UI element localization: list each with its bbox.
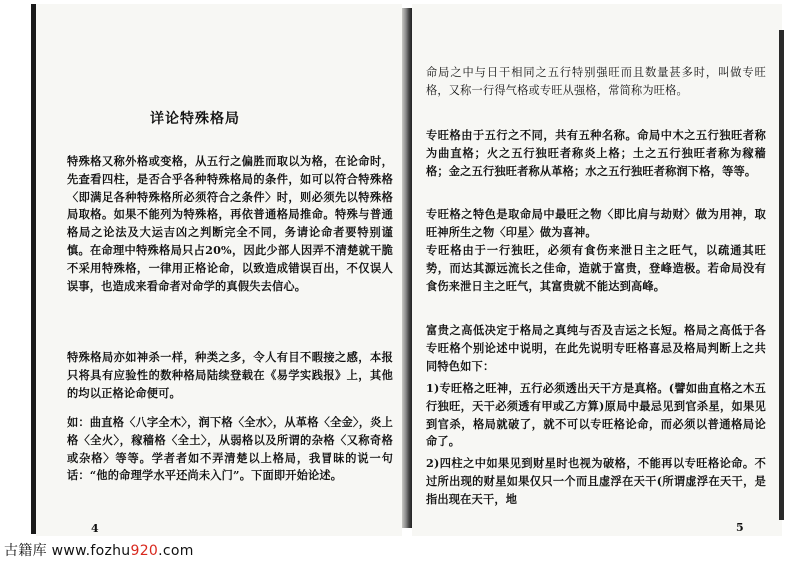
watermark-site-name: 古籍库 (4, 543, 47, 559)
right-page-number: 5 (736, 521, 744, 534)
right-page-edge (779, 30, 784, 520)
watermark-url-number: 920 (130, 543, 159, 559)
site-watermark (4, 540, 194, 560)
left-page-number: 4 (91, 522, 99, 535)
watermark-url-suffix: .com (158, 543, 194, 559)
watermark-url-prefix: www.fozhu (51, 543, 131, 559)
left-paragraph-3: 如：曲直格〈八字全木〉，润下格〈全水〉，从革格〈全金〉，炎上格〈全火〉，稼穑格〈全土〉，从弱格以及所谓的杂格〈又称奇格或杂格〉等等。学者者如不弄清楚以上格局，我冒昧的说一句话：“他的命理学水平还尚未入门”。下面即开始论述。 (67, 415, 393, 483)
right-paragraph-3: 专旺格之特色是取命局中最旺之物〈即比肩与劫财〉做为用神，取旺神所生之物〈印星〉做为喜神。 (426, 207, 766, 239)
book-gutter (402, 8, 412, 528)
left-paragraph-1: 特殊格又称外格或变格，从五行之偏胜而取以为格，在论命时，先查看四柱，是否合乎各种特殊格局的条件，如可以符合特殊格〈即满足各种特殊格所必须符合之条件〉时，则必须先以特殊格局取格。如果不能列为特殊格，再依普通格局推命。特殊与普通格局之论法及大运吉凶之判断完全不同，务请论命者要特别谨慎。在命理中特殊格局只占20%，因此少部人因弄不清楚就干脆不采用特殊格，一律用正格论命，以致造成错误百出，不仅误人误事，也造成来看命者对命学的真假失去信心。 (67, 154, 393, 293)
left-paragraph-2: 特殊格局亦如神杀一样，种类之多，令人有目不暇接之感，本报只将具有应验性的数种格局陆续登载在《易学实践报》上，其他的均以正格论命便可。 (67, 350, 393, 400)
right-paragraph-1: 命局之中与日干相同之五行特别强旺而且数量甚多时，叫做专旺格，又称一行得气格或专旺从强格，常简称为旺格。 (426, 66, 766, 97)
right-paragraph-7: 2)四柱之中如果见到财星时也视为破格，不能再以专旺格论命。不过所出现的财星如果仅只一个而且虚浮在天干(所谓虚浮在天干，是指出现在天干，地 (426, 456, 766, 506)
right-paragraph-4: 专旺格由于一行独旺，必须有食伤来泄日主之旺气，以疏通其旺势，而达其源远流长之佳命，造就于富贵，登峰造极。若命局没有食伤来泄日主之旺气，其富贵就不能达到高峰。 (426, 243, 766, 293)
page-title: 详论特殊格局 (150, 111, 240, 127)
right-paragraph-5: 富贵之高低决定于格局之真纯与否及吉运之长短。格局之高低于各专旺格个别论述中说明，在此先说明专旺格喜忌及格局判断上之共同特色如下： (426, 323, 766, 373)
right-paragraph-2: 专旺格由于五行之不同，共有五种名称。命局中木之五行独旺者称为曲直格；火之五行独旺者称炎上格；土之五行独旺者称为稼穑格；金之五行独旺者称从革格；水之五行独旺者称润下格，等等。 (426, 128, 766, 178)
right-paragraph-6: 1)专旺格之旺神，五行必须透出天干方是真格。(譬如曲直格之木五行独旺，天干必须透有甲或乙方算)原局中最忌见到官杀星，如果见到官杀，格局就破了，就不可以专旺格论命，而必须以普通格局论命了。 (426, 381, 766, 449)
